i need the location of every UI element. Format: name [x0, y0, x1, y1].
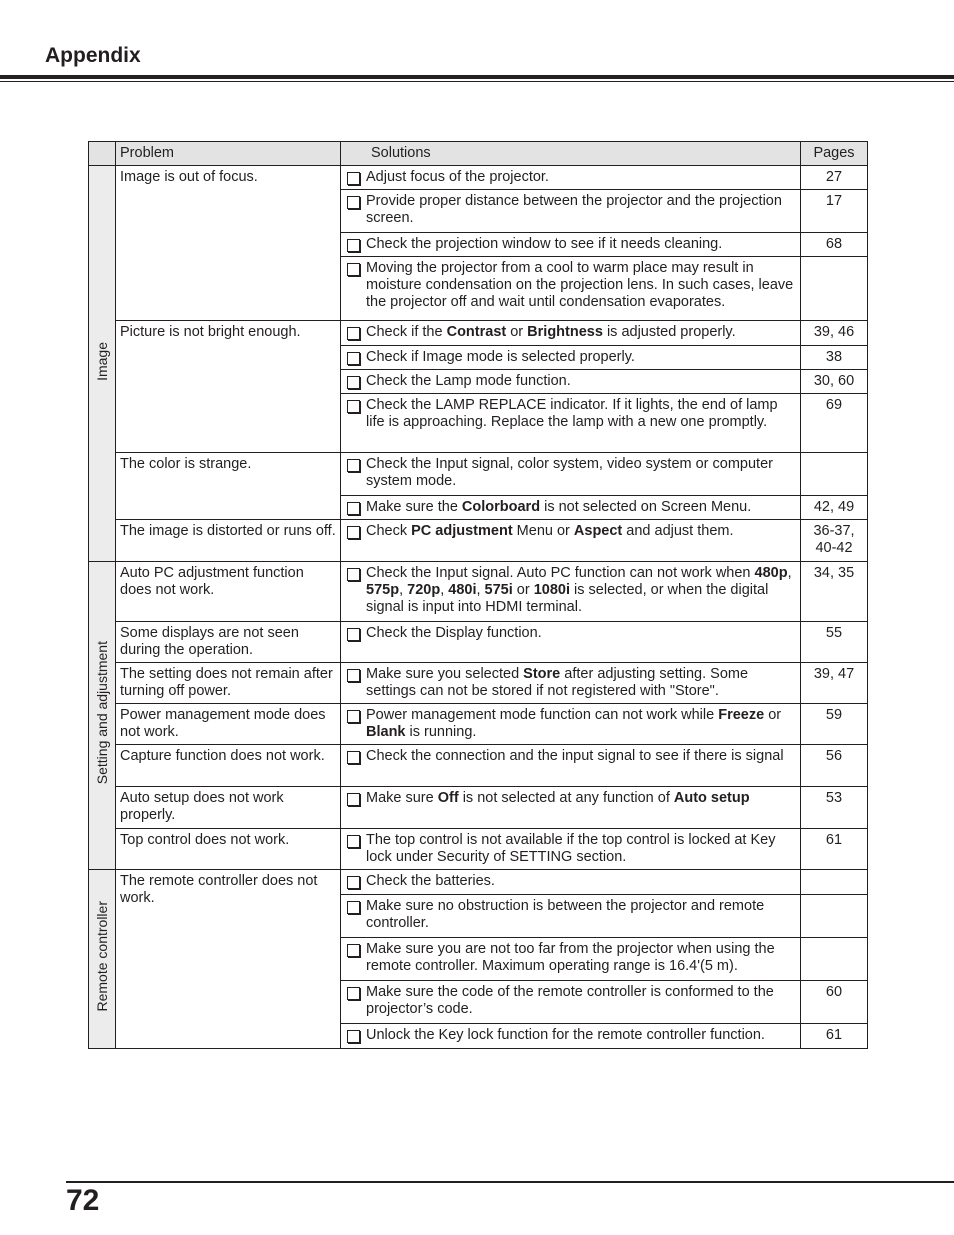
problem-cell: The color is strange. — [116, 453, 341, 520]
problem-cell: The image is distorted or runs off. — [116, 520, 341, 562]
problem-cell: Some displays are not seen during the operation. — [116, 622, 341, 663]
solution-cell — [341, 520, 801, 562]
solution-text: Check the connection and the input signal to see if there is signal — [366, 748, 784, 764]
table-row — [89, 520, 868, 562]
table-row — [89, 321, 868, 346]
solution-text — [366, 565, 796, 616]
checkbox-bullet-icon — [347, 568, 360, 581]
header-category — [89, 142, 116, 166]
solution-text: Provide proper distance between the projector and the projection screen. — [366, 193, 782, 226]
solution-cell — [341, 496, 801, 520]
solution-cell — [341, 321, 801, 346]
solution-cell — [341, 562, 801, 622]
solution-text: Unlock the Key lock function for the remote controller function. — [366, 1027, 765, 1043]
text-segment: and adjust them. — [622, 523, 734, 539]
pages-cell: 59 — [801, 704, 868, 745]
checkbox-bullet-icon — [347, 263, 360, 276]
problem-cell: Top control does not work. — [116, 829, 341, 870]
bold-term: Freeze — [718, 707, 765, 723]
problem-cell: The remote controller does not work. — [116, 870, 341, 1049]
checkbox-bullet-icon — [347, 876, 360, 889]
checkbox-bullet-icon — [347, 944, 360, 957]
pages-cell: 38 — [801, 346, 868, 370]
solution-cell — [341, 190, 801, 233]
text-segment: , — [787, 565, 792, 581]
solution-cell — [341, 870, 801, 895]
solution-cell — [341, 370, 801, 394]
table-header-row — [89, 142, 868, 166]
problem-cell: Auto PC adjustment function does not work. — [116, 562, 341, 622]
solution-cell — [341, 346, 801, 370]
checkbox-bullet-icon — [347, 669, 360, 682]
text-segment: Make sure you selected — [366, 666, 524, 682]
troubleshooting-table — [88, 141, 868, 1049]
bold-term: Auto setup — [673, 790, 750, 806]
pages-cell: 60 — [801, 981, 868, 1024]
header-problem: Problem — [116, 142, 341, 166]
problem-cell: Picture is not bright enough. — [116, 321, 341, 453]
text-segment: or — [764, 707, 782, 723]
pages-cell — [801, 870, 868, 895]
checkbox-bullet-icon — [347, 502, 360, 515]
bold-term: 480p — [754, 565, 788, 581]
solution-text: Check if Image mode is selected properly. — [366, 349, 635, 365]
pages-cell: 17 — [801, 190, 868, 233]
text-segment: after adjusting setting. Some settings can not be stored if not registered with "Store". — [366, 666, 749, 699]
text-segment: Menu or — [512, 523, 574, 539]
checkbox-bullet-icon — [347, 239, 360, 252]
problem-cell: Image is out of focus. — [116, 166, 341, 321]
checkbox-bullet-icon — [347, 835, 360, 848]
table-row — [89, 704, 868, 745]
bold-term: PC adjustment — [411, 523, 513, 539]
solution-text: Check the Display function. — [366, 625, 542, 641]
pages-cell: 61 — [801, 829, 868, 870]
checkbox-bullet-icon — [347, 793, 360, 806]
bold-term: 1080i — [533, 582, 571, 598]
category-label: Image — [93, 341, 110, 381]
table-row — [89, 562, 868, 622]
category-cell — [89, 562, 116, 870]
solution-text: The top control is not available if the top control is locked at Key lock under Security of SETTING section. — [366, 832, 776, 865]
checkbox-bullet-icon — [347, 1030, 360, 1043]
solution-cell — [341, 895, 801, 938]
pages-cell: 39, 47 — [801, 663, 868, 704]
bold-term: Aspect — [573, 523, 623, 539]
checkbox-bullet-icon — [347, 196, 360, 209]
solution-text — [366, 324, 796, 341]
text-segment: Check if the — [366, 324, 447, 340]
pages-cell: 42, 49 — [801, 496, 868, 520]
bold-term: 575i — [484, 582, 513, 598]
solution-cell — [341, 981, 801, 1024]
text-segment: is adjusted properly. — [602, 324, 736, 340]
solution-text — [366, 707, 796, 741]
solution-text — [366, 499, 796, 516]
bold-term: Blank — [366, 724, 406, 740]
checkbox-bullet-icon — [347, 987, 360, 1000]
pages-cell: 61 — [801, 1024, 868, 1049]
solution-text: Check the Lamp mode function. — [366, 373, 571, 389]
checkbox-bullet-icon — [347, 751, 360, 764]
checkbox-bullet-icon — [347, 352, 360, 365]
solution-text: Adjust focus of the projector. — [366, 169, 549, 185]
header-rule-thick — [0, 75, 954, 79]
solution-text — [366, 790, 796, 807]
bold-term: Off — [437, 790, 459, 806]
solution-cell — [341, 233, 801, 257]
text-segment: is running. — [405, 724, 477, 740]
problem-cell: The setting does not remain after turning off power. — [116, 663, 341, 704]
solution-cell — [341, 453, 801, 496]
checkbox-bullet-icon — [347, 710, 360, 723]
checkbox-bullet-icon — [347, 172, 360, 185]
category-cell — [89, 870, 116, 1049]
text-segment: Make sure — [366, 790, 438, 806]
solution-text: Make sure you are not too far from the projector when using the remote controller. Maximum operating range is 16.4'(5 m). — [366, 941, 775, 974]
pages-cell: 27 — [801, 166, 868, 190]
text-segment: Make sure the — [366, 499, 462, 515]
solution-text: Moving the projector from a cool to warm place may result in moisture condensation on the projection lens. In such cases, leave the projector off and wait until condensation evaporates. — [366, 260, 794, 310]
checkbox-bullet-icon — [347, 628, 360, 641]
table-row — [89, 453, 868, 496]
solution-cell — [341, 829, 801, 870]
table-row — [89, 622, 868, 663]
solution-cell — [341, 663, 801, 704]
bold-term: 720p — [407, 582, 441, 598]
text-segment: Power management mode function can not work while — [366, 707, 719, 723]
solution-cell — [341, 166, 801, 190]
bold-term: Store — [523, 666, 561, 682]
solution-text: Check the projection window to see if it needs cleaning. — [366, 236, 723, 252]
table-row — [89, 787, 868, 829]
category-label: Setting and adjustment — [93, 641, 110, 785]
pages-cell: 30, 60 — [801, 370, 868, 394]
problem-cell: Capture function does not work. — [116, 745, 341, 787]
text-segment: is not selected on Screen Menu. — [540, 499, 752, 515]
checkbox-bullet-icon — [347, 526, 360, 539]
header-rule-thin — [0, 81, 954, 82]
header-pages: Pages — [801, 142, 868, 166]
checkbox-bullet-icon — [347, 376, 360, 389]
pages-cell: 55 — [801, 622, 868, 663]
checkbox-bullet-icon — [347, 901, 360, 914]
text-segment: , — [440, 582, 449, 598]
bold-term: Brightness — [527, 324, 603, 340]
bold-term: 480i — [448, 582, 477, 598]
pages-cell: 68 — [801, 233, 868, 257]
text-segment: or — [506, 324, 528, 340]
bold-term: 575p — [366, 582, 400, 598]
solution-text: Check the Input signal, color system, video system or computer system mode. — [366, 456, 773, 489]
pages-cell — [801, 257, 868, 321]
problem-cell: Power management mode does not work. — [116, 704, 341, 745]
section-title: Appendix — [45, 44, 141, 67]
solution-cell — [341, 394, 801, 453]
solution-cell — [341, 745, 801, 787]
bold-term: Contrast — [446, 324, 507, 340]
solution-text — [366, 523, 796, 540]
solution-cell — [341, 1024, 801, 1049]
category-cell — [89, 166, 116, 562]
table-row — [89, 745, 868, 787]
text-segment: , — [399, 582, 408, 598]
pages-cell: 53 — [801, 787, 868, 829]
pages-cell — [801, 453, 868, 496]
checkbox-bullet-icon — [347, 459, 360, 472]
pages-cell: 34, 35 — [801, 562, 868, 622]
table-row — [89, 663, 868, 704]
solution-cell — [341, 787, 801, 829]
table-row — [89, 166, 868, 190]
text-segment: is selected, or when the digital signal is input into HDMI terminal. — [366, 582, 769, 615]
checkbox-bullet-icon — [347, 327, 360, 340]
solution-cell — [341, 938, 801, 981]
page-number: 72 — [66, 1184, 100, 1217]
table-row — [89, 870, 868, 895]
checkbox-bullet-icon — [347, 400, 360, 413]
solution-cell — [341, 257, 801, 321]
text-segment: is not selected at any function of — [458, 790, 674, 806]
solution-text: Make sure the code of the remote controller is conformed to the projector’s code. — [366, 984, 774, 1017]
solution-text — [366, 666, 796, 700]
pages-cell — [801, 895, 868, 938]
table-row — [89, 829, 868, 870]
category-label: Remote controller — [93, 901, 110, 1012]
text-segment: Check the Input signal. Auto PC function can not work when — [366, 565, 755, 581]
text-segment: , — [476, 582, 485, 598]
pages-cell: 36-37, 40-42 — [801, 520, 868, 562]
solution-text: Check the batteries. — [366, 873, 495, 889]
pages-cell: 69 — [801, 394, 868, 453]
solution-cell — [341, 622, 801, 663]
text-segment: Check — [366, 523, 412, 539]
footer-rule — [66, 1181, 954, 1183]
bold-term: Colorboard — [461, 499, 541, 515]
pages-cell — [801, 938, 868, 981]
text-segment: or — [512, 582, 534, 598]
solution-cell — [341, 704, 801, 745]
solution-text: Check the LAMP REPLACE indicator. If it lights, the end of lamp life is approaching. Replace the lamp with a new one promptly. — [366, 397, 778, 430]
solution-text: Make sure no obstruction is between the projector and remote controller. — [366, 898, 765, 931]
problem-cell: Auto setup does not work properly. — [116, 787, 341, 829]
pages-cell: 39, 46 — [801, 321, 868, 346]
pages-cell: 56 — [801, 745, 868, 787]
header-solutions: Solutions — [341, 142, 801, 166]
